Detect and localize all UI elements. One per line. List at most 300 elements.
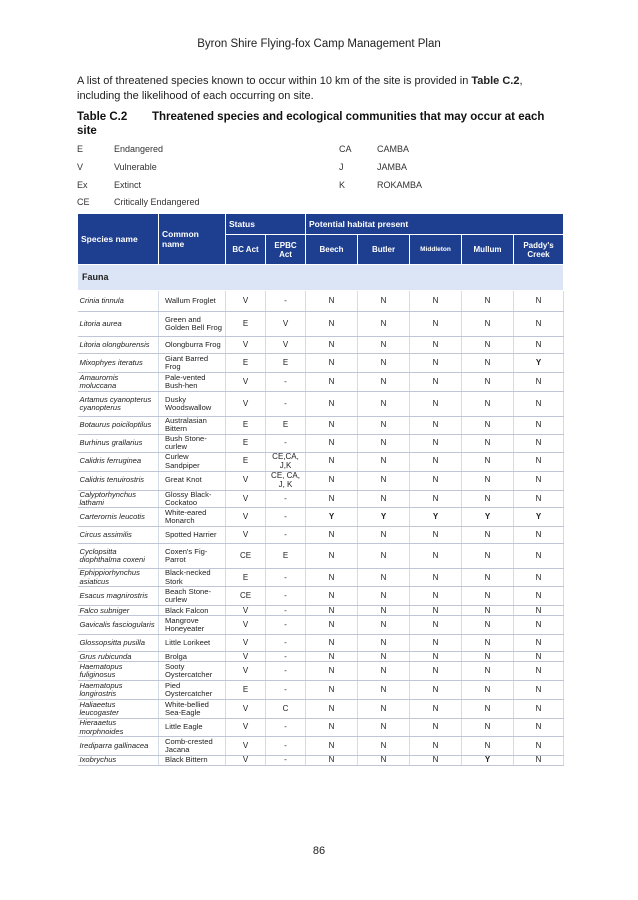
common-name-cell: Dusky Woodswallow — [159, 392, 226, 417]
beech-cell: N — [306, 652, 358, 662]
butler-cell: N — [358, 373, 410, 392]
abbr-meaning: Extinct — [114, 180, 142, 190]
paddys-creek-cell: N — [514, 737, 564, 756]
mullum-cell: N — [462, 392, 514, 417]
species-name-cell: Mixophyes iteratus — [78, 354, 159, 373]
bc-act-cell: V — [226, 392, 266, 417]
middleton-cell: N — [410, 354, 462, 373]
table-row — [78, 737, 564, 756]
common-name-cell: Black Bittern — [159, 756, 226, 766]
paddys-creek-cell: N — [514, 606, 564, 616]
common-name-cell: Comb-crested Jacana — [159, 737, 226, 756]
beech-cell: N — [306, 527, 358, 544]
bc-act-cell: E — [226, 312, 266, 337]
paddys-creek-cell: N — [514, 544, 564, 569]
middleton-cell: N — [410, 681, 462, 700]
middleton-cell: N — [410, 544, 462, 569]
abbreviation-row — [77, 162, 567, 174]
page-header: Byron Shire Flying-fox Camp Management Plan — [197, 38, 441, 50]
bc-act-cell: V — [226, 737, 266, 756]
epbc-act-cell: - — [266, 291, 306, 312]
header-paddys-creek: Paddy's Creek — [514, 235, 564, 265]
header-middleton: Middleton — [410, 235, 462, 265]
epbc-act-cell: V — [266, 312, 306, 337]
epbc-act-cell: E — [266, 417, 306, 435]
abbr-code: E — [77, 144, 84, 154]
butler-cell: N — [358, 719, 410, 737]
common-name-cell: Pale-vented Bush-hen — [159, 373, 226, 392]
butler-cell: N — [358, 616, 410, 635]
middleton-cell: N — [410, 606, 462, 616]
species-name-cell: Carterornis leucotis — [78, 508, 159, 527]
species-name-cell: Crinia tinnula — [78, 291, 159, 312]
species-name-cell: Litoria olongburensis — [78, 337, 159, 354]
abbr-meaning: CAMBA — [377, 144, 410, 154]
table-row — [78, 434, 564, 452]
beech-cell: N — [306, 291, 358, 312]
paddys-creek-cell: N — [514, 662, 564, 681]
abbr-meaning: Critically Endangered — [114, 197, 200, 207]
bc-act-cell: E — [226, 354, 266, 373]
table-row — [78, 354, 564, 373]
mullum-cell: Y — [462, 508, 514, 527]
beech-cell: N — [306, 434, 358, 452]
species-name-cell: Calidris ferruginea — [78, 452, 159, 471]
table-row — [78, 452, 564, 471]
epbc-act-cell: E — [266, 544, 306, 569]
caption-title: Threatened species and ecological communities that may occur at each site — [77, 111, 545, 137]
abbr-code: K — [339, 180, 346, 190]
header-beech: Beech — [306, 235, 358, 265]
bc-act-cell: V — [226, 616, 266, 635]
beech-cell: N — [306, 606, 358, 616]
epbc-act-cell: - — [266, 616, 306, 635]
species-name-cell: Artamus cyanopterus cyanopterus — [78, 392, 159, 417]
middleton-cell: N — [410, 569, 462, 587]
paddys-creek-cell: N — [514, 756, 564, 766]
header-epbc-act: EPBC Act — [266, 235, 306, 265]
beech-cell: N — [306, 662, 358, 681]
species-name-cell: Burhinus grallarius — [78, 434, 159, 452]
bc-act-cell: V — [226, 635, 266, 652]
mullum-cell: N — [462, 291, 514, 312]
common-name-cell: Pied Oystercatcher — [159, 681, 226, 700]
species-name-cell: Esacus magnirostris — [78, 587, 159, 606]
table-row — [78, 719, 564, 737]
bc-act-cell: V — [226, 652, 266, 662]
butler-cell: N — [358, 312, 410, 337]
header-mullum: Mullum — [462, 235, 514, 265]
bc-act-cell: V — [226, 373, 266, 392]
butler-cell: N — [358, 569, 410, 587]
paddys-creek-cell: N — [514, 471, 564, 490]
epbc-act-cell: - — [266, 434, 306, 452]
table-row — [78, 616, 564, 635]
species-name-cell: Calidris tenuirostris — [78, 471, 159, 490]
common-name-cell: Glossy Black-Cockatoo — [159, 490, 226, 508]
middleton-cell: N — [410, 587, 462, 606]
mullum-cell: N — [462, 471, 514, 490]
mullum-cell: N — [462, 737, 514, 756]
paddys-creek-cell: N — [514, 652, 564, 662]
common-name-cell: Brolga — [159, 652, 226, 662]
middleton-cell: N — [410, 337, 462, 354]
mullum-cell: N — [462, 606, 514, 616]
bc-act-cell: V — [226, 471, 266, 490]
common-name-cell: Beach Stone-curlew — [159, 587, 226, 606]
butler-cell: Y — [358, 508, 410, 527]
mullum-cell: N — [462, 587, 514, 606]
butler-cell: N — [358, 471, 410, 490]
beech-cell: N — [306, 337, 358, 354]
intro-paragraph — [77, 74, 567, 104]
paddys-creek-cell: N — [514, 373, 564, 392]
epbc-act-cell: - — [266, 606, 306, 616]
paddys-creek-cell: N — [514, 719, 564, 737]
butler-cell: N — [358, 635, 410, 652]
species-name-cell: Amaurornis moluccana — [78, 373, 159, 392]
mullum-cell: N — [462, 490, 514, 508]
header-habitat: Potential habitat present — [306, 214, 564, 235]
mullum-cell: N — [462, 662, 514, 681]
table-row — [78, 490, 564, 508]
common-name-cell: Black-necked Stork — [159, 569, 226, 587]
common-name-cell: White-bellied Sea-Eagle — [159, 700, 226, 719]
paddys-creek-cell: N — [514, 417, 564, 435]
middleton-cell: N — [410, 373, 462, 392]
table-row — [78, 606, 564, 616]
abbreviation-row — [77, 180, 567, 192]
epbc-act-cell: - — [266, 719, 306, 737]
butler-cell: N — [358, 700, 410, 719]
header-bc-act: BC Act — [226, 235, 266, 265]
mullum-cell: N — [462, 719, 514, 737]
middleton-cell: N — [410, 719, 462, 737]
epbc-act-cell: - — [266, 587, 306, 606]
butler-cell: N — [358, 434, 410, 452]
header-status: Status — [226, 214, 306, 235]
abbr-meaning: JAMBA — [377, 162, 408, 172]
abbr-meaning: Vulnerable — [114, 162, 157, 172]
mullum-cell: N — [462, 681, 514, 700]
bc-act-cell: V — [226, 291, 266, 312]
middleton-cell: N — [410, 312, 462, 337]
paddys-creek-cell: N — [514, 681, 564, 700]
beech-cell: N — [306, 490, 358, 508]
mullum-cell: N — [462, 337, 514, 354]
species-name-cell: Gavicalis fasciogularis — [78, 616, 159, 635]
caption-label: Table C.2 — [77, 111, 128, 123]
paddys-creek-cell: N — [514, 635, 564, 652]
epbc-act-cell: - — [266, 681, 306, 700]
middleton-cell: N — [410, 291, 462, 312]
middleton-cell: N — [410, 635, 462, 652]
species-name-cell: Circus assimilis — [78, 527, 159, 544]
middleton-cell: N — [410, 737, 462, 756]
epbc-act-cell: - — [266, 392, 306, 417]
species-name-cell: Irediparra gallinacea — [78, 737, 159, 756]
bc-act-cell: E — [226, 681, 266, 700]
middleton-cell: N — [410, 417, 462, 435]
abbr-code: CA — [339, 144, 352, 154]
mullum-cell: N — [462, 700, 514, 719]
common-name-cell: Mangrove Honeyeater — [159, 616, 226, 635]
epbc-act-cell: - — [266, 635, 306, 652]
species-name-cell: Glossopsitta pusilla — [78, 635, 159, 652]
beech-cell: N — [306, 616, 358, 635]
table-reference: Table C.2 — [471, 75, 520, 87]
middleton-cell: N — [410, 471, 462, 490]
epbc-act-cell: - — [266, 508, 306, 527]
table-row — [78, 587, 564, 606]
beech-cell: N — [306, 719, 358, 737]
middleton-cell: N — [410, 616, 462, 635]
bc-act-cell: V — [226, 662, 266, 681]
table-row — [78, 373, 564, 392]
beech-cell: N — [306, 544, 358, 569]
epbc-act-cell: CE,CA, J,K — [266, 452, 306, 471]
species-name-cell: Falco subniger — [78, 606, 159, 616]
paddys-creek-cell: Y — [514, 508, 564, 527]
common-name-cell: Curlew Sandpiper — [159, 452, 226, 471]
abbr-meaning: ROKAMBA — [377, 180, 423, 190]
paddys-creek-cell: N — [514, 434, 564, 452]
species-table — [77, 213, 564, 766]
abbreviation-row — [77, 197, 567, 209]
beech-cell: N — [306, 756, 358, 766]
mullum-cell: Y — [462, 756, 514, 766]
common-name-cell: Olongburra Frog — [159, 337, 226, 354]
middleton-cell: N — [410, 392, 462, 417]
table-row — [78, 508, 564, 527]
table-row — [78, 700, 564, 719]
beech-cell: N — [306, 681, 358, 700]
butler-cell: N — [358, 606, 410, 616]
epbc-act-cell: E — [266, 354, 306, 373]
paddys-creek-cell: N — [514, 291, 564, 312]
middleton-cell: N — [410, 652, 462, 662]
mullum-cell: N — [462, 373, 514, 392]
table-row — [78, 417, 564, 435]
species-name-cell: Hieraaetus morphnoides — [78, 719, 159, 737]
epbc-act-cell: - — [266, 652, 306, 662]
section-fauna: Fauna — [78, 265, 564, 291]
beech-cell: N — [306, 312, 358, 337]
epbc-act-cell: C — [266, 700, 306, 719]
table-row — [78, 471, 564, 490]
common-name-cell: Black Falcon — [159, 606, 226, 616]
butler-cell: N — [358, 681, 410, 700]
bc-act-cell: E — [226, 434, 266, 452]
common-name-cell: White-eared Monarch — [159, 508, 226, 527]
epbc-act-cell: CE, CA, J, K — [266, 471, 306, 490]
mullum-cell: N — [462, 635, 514, 652]
bc-act-cell: V — [226, 337, 266, 354]
common-name-cell: Australasian Bittern — [159, 417, 226, 435]
common-name-cell: Sooty Oystercatcher — [159, 662, 226, 681]
epbc-act-cell: - — [266, 490, 306, 508]
paddys-creek-cell: N — [514, 490, 564, 508]
common-name-cell: Wallum Froglet — [159, 291, 226, 312]
butler-cell: N — [358, 527, 410, 544]
mullum-cell: N — [462, 452, 514, 471]
intro-text-before: A list of threatened species known to occur within 10 km of the site is provided in — [77, 75, 472, 87]
mullum-cell: N — [462, 527, 514, 544]
table-row — [78, 662, 564, 681]
bc-act-cell: CE — [226, 587, 266, 606]
middleton-cell: N — [410, 700, 462, 719]
common-name-cell: Bush Stone-curlew — [159, 434, 226, 452]
paddys-creek-cell: N — [514, 700, 564, 719]
abbr-meaning: Endangered — [114, 144, 164, 154]
bc-act-cell: V — [226, 756, 266, 766]
table-row — [78, 337, 564, 354]
abbreviation-row — [77, 144, 567, 156]
common-name-cell: Great Knot — [159, 471, 226, 490]
page-number: 86 — [312, 845, 326, 857]
middleton-cell: N — [410, 756, 462, 766]
mullum-cell: N — [462, 544, 514, 569]
beech-cell: N — [306, 587, 358, 606]
paddys-creek-cell: Y — [514, 354, 564, 373]
table-row — [78, 392, 564, 417]
butler-cell: N — [358, 662, 410, 681]
butler-cell: N — [358, 392, 410, 417]
butler-cell: N — [358, 452, 410, 471]
mullum-cell: N — [462, 569, 514, 587]
paddys-creek-cell: N — [514, 527, 564, 544]
bc-act-cell: E — [226, 452, 266, 471]
beech-cell: N — [306, 471, 358, 490]
epbc-act-cell: - — [266, 662, 306, 681]
species-name-cell: Calyptorhynchus lathami — [78, 490, 159, 508]
table-caption — [77, 110, 567, 138]
table-row — [78, 569, 564, 587]
butler-cell: N — [358, 354, 410, 373]
table-row — [78, 652, 564, 662]
species-name-cell: Haliaeetus leucogaster — [78, 700, 159, 719]
beech-cell: N — [306, 354, 358, 373]
beech-cell: Y — [306, 508, 358, 527]
table-row — [78, 635, 564, 652]
bc-act-cell: E — [226, 569, 266, 587]
species-name-cell: Litoria aurea — [78, 312, 159, 337]
species-name-cell: Ixobrychus — [78, 756, 159, 766]
beech-cell: N — [306, 569, 358, 587]
table-row — [78, 544, 564, 569]
common-name-cell: Coxen's Fig-Parrot — [159, 544, 226, 569]
paddys-creek-cell: N — [514, 392, 564, 417]
mullum-cell: N — [462, 312, 514, 337]
table-row — [78, 681, 564, 700]
middleton-cell: Y — [410, 508, 462, 527]
species-name-cell: Botaurus poiciloptilus — [78, 417, 159, 435]
butler-cell: N — [358, 544, 410, 569]
beech-cell: N — [306, 392, 358, 417]
epbc-act-cell: - — [266, 737, 306, 756]
mullum-cell: N — [462, 354, 514, 373]
table-row — [78, 756, 564, 766]
butler-cell: N — [358, 652, 410, 662]
mullum-cell: N — [462, 417, 514, 435]
middleton-cell: N — [410, 434, 462, 452]
butler-cell: N — [358, 291, 410, 312]
species-name-cell: Haematopus fuliginosus — [78, 662, 159, 681]
mullum-cell: N — [462, 616, 514, 635]
beech-cell: N — [306, 635, 358, 652]
middleton-cell: N — [410, 452, 462, 471]
paddys-creek-cell: N — [514, 337, 564, 354]
epbc-act-cell: - — [266, 569, 306, 587]
epbc-act-cell: - — [266, 756, 306, 766]
header-row-1 — [78, 214, 564, 235]
paddys-creek-cell: N — [514, 569, 564, 587]
abbr-code: V — [77, 162, 84, 172]
abbr-code: Ex — [77, 180, 88, 190]
common-name-cell: Spotted Harrier — [159, 527, 226, 544]
bc-act-cell: V — [226, 719, 266, 737]
bc-act-cell: CE — [226, 544, 266, 569]
butler-cell: N — [358, 490, 410, 508]
paddys-creek-cell: N — [514, 452, 564, 471]
mullum-cell: N — [462, 652, 514, 662]
middleton-cell: N — [410, 662, 462, 681]
epbc-act-cell: V — [266, 337, 306, 354]
paddys-creek-cell: N — [514, 616, 564, 635]
paddys-creek-cell: N — [514, 312, 564, 337]
section-row — [78, 265, 564, 291]
beech-cell: N — [306, 373, 358, 392]
species-name-cell: Haematopus longirostris — [78, 681, 159, 700]
common-name-cell: Green and Golden Bell Frog — [159, 312, 226, 337]
bc-act-cell: V — [226, 606, 266, 616]
beech-cell: N — [306, 700, 358, 719]
table-row — [78, 291, 564, 312]
beech-cell: N — [306, 737, 358, 756]
butler-cell: N — [358, 737, 410, 756]
abbr-code: J — [339, 162, 344, 172]
butler-cell: N — [358, 587, 410, 606]
butler-cell: N — [358, 417, 410, 435]
mullum-cell: N — [462, 434, 514, 452]
beech-cell: N — [306, 452, 358, 471]
table-row — [78, 527, 564, 544]
butler-cell: N — [358, 337, 410, 354]
bc-act-cell: V — [226, 508, 266, 527]
header-species-name: Species name — [78, 214, 159, 265]
bc-act-cell: V — [226, 527, 266, 544]
paddys-creek-cell: N — [514, 587, 564, 606]
common-name-cell: Little Lorikeet — [159, 635, 226, 652]
beech-cell: N — [306, 417, 358, 435]
bc-act-cell: V — [226, 490, 266, 508]
header-common-name: Common name — [159, 214, 226, 265]
abbr-code: CE — [77, 197, 90, 207]
intro-text-after: , including the likelihood of each occurring on site. — [77, 75, 523, 102]
bc-act-cell: E — [226, 417, 266, 435]
header-butler: Butler — [358, 235, 410, 265]
species-name-cell: Cyclopsitta diophthalma coxeni — [78, 544, 159, 569]
common-name-cell: Giant Barred Frog — [159, 354, 226, 373]
species-name-cell: Grus rubicunda — [78, 652, 159, 662]
epbc-act-cell: - — [266, 527, 306, 544]
butler-cell: N — [358, 756, 410, 766]
table-row — [78, 312, 564, 337]
species-name-cell: Ephippiorhynchus asiaticus — [78, 569, 159, 587]
common-name-cell: Little Eagle — [159, 719, 226, 737]
bc-act-cell: V — [226, 700, 266, 719]
middleton-cell: N — [410, 527, 462, 544]
